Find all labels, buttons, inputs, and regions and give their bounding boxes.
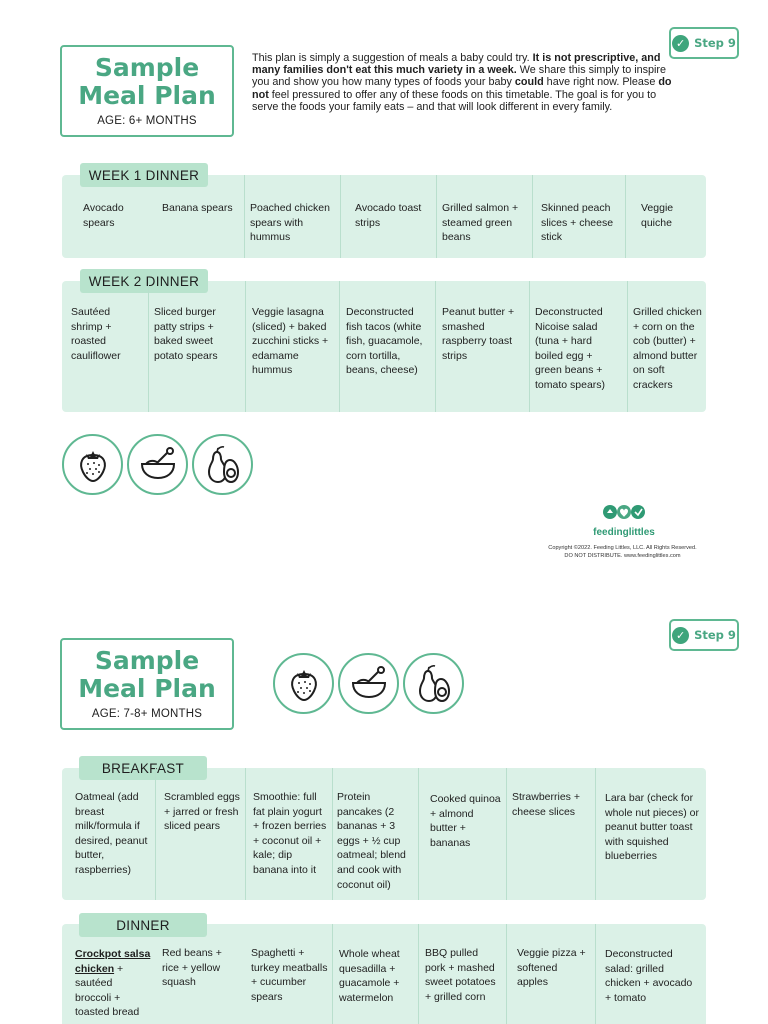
page1-food-icons [62, 434, 253, 495]
week2-cell: Grilled chicken + corn on the cob (butter) + almond butter on soft crackers [627, 281, 706, 412]
week1-label: WEEK 1 DINNER [80, 163, 208, 187]
dinner-cell: Red beans + rice + yellow squash [162, 947, 222, 989]
bowl-icon [338, 653, 399, 714]
week2-label: WEEK 2 DINNER [80, 269, 208, 293]
dinner-cell: Deconstructed salad: grilled chicken + avocado + tomato [595, 924, 706, 1024]
week1-cell: Skinned peach slices + cheese stick [532, 175, 625, 258]
week2-cell: Sliced burger patty strips + baked sweet potato spears [148, 281, 245, 412]
dinner-cell: Whole wheat quesadilla + guacamole + watermelon [332, 924, 418, 1024]
week2-cell: Deconstructed Nicoise salad (tuna + hard boiled egg + green beans + tomato spears) [529, 281, 627, 412]
copyright-text: Copyright ©2022. Feeding Littles, LLC. All Rights Reserved. DO NOT DISTRIBUTE. www.feedinglittles.com [548, 545, 697, 559]
week1-cell: Veggie quiche [625, 175, 706, 258]
week1-cell: Poached chicken spears with hummus [244, 175, 340, 258]
check-icon: ✓ [672, 35, 689, 52]
breakfast-cell: Oatmeal (add breast milk/formula if desired, peanut butter, raspberries) [75, 791, 148, 876]
breakfast-cell: Lara bar (check for whole nut pieces) or peanut butter toast with squished blueberries [595, 768, 706, 900]
dinner-cell: Spaghetti + turkey meatballs + cucumber spears [251, 947, 328, 1003]
crockpot-link: Crockpot salsa chicken [75, 948, 151, 975]
dinner-cell: BBQ pulled pork + mashed sweet potatoes + grilled corn [418, 924, 506, 1024]
page2-step-badge [669, 619, 739, 651]
page1-title-line2: Meal Plan [78, 81, 216, 110]
page1-step-badge [669, 27, 739, 59]
week1-cell: Banana spears [162, 202, 233, 214]
breakfast-cell: Strawberries + cheese slices [506, 768, 595, 900]
breakfast-label: BREAKFAST [79, 756, 207, 780]
logo-text: feedinglittles [593, 527, 655, 538]
page2-food-icons [273, 653, 464, 714]
week2-cell: Sautéed shrimp + roasted cauliflower [71, 306, 121, 362]
dinner-cell: Crockpot salsa chicken + sautéed broccoli + toasted bread [75, 948, 151, 1019]
breakfast-cell: Cooked quinoa + almond butter + bananas [418, 768, 506, 900]
dinner-label: DINNER [79, 913, 207, 937]
page1-title-line1: Sample [94, 53, 200, 82]
avocado-pear-icon [403, 653, 464, 714]
page1-age: AGE: 6+ MONTHS [97, 115, 197, 127]
week1-cell: Grilled salmon + steamed green beans [436, 175, 532, 258]
breakfast-row [62, 768, 706, 900]
dinner-row [62, 924, 706, 1024]
week1-cell: Avocado toast strips [340, 175, 436, 258]
week2-row [62, 281, 706, 412]
strawberry-icon [62, 434, 123, 495]
week2-cell: Veggie lasagna (sliced) + baked zucchini sticks + edamame hummus [245, 281, 339, 412]
page2-title-line2: Meal Plan [78, 674, 216, 703]
page2-age: AGE: 7-8+ MONTHS [91, 708, 203, 720]
page2-title-line1: Sample [94, 646, 200, 675]
page2-step-label: Step 9 [694, 628, 736, 642]
page1-intro-text: This plan is simply a suggestion of meals a baby could try. It is not prescriptive, and many families don't eat this much variety in a week. We share this simply to inspire you and show you how many types of foods your baby could have right now. Please do not feel pressured to offer any of these foods on this timetable. The goal is for you to serve the foods your family eats – and that will look different in every family. [252, 52, 672, 113]
check-icon: ✓ [672, 627, 689, 644]
feedinglittles-logo [589, 504, 659, 538]
page1-step-label: Step 9 [694, 36, 736, 50]
avocado-pear-icon [192, 434, 253, 495]
bowl-icon [127, 434, 188, 495]
strawberry-icon [273, 653, 334, 714]
week1-row [62, 175, 706, 258]
week2-cell: Peanut butter + smashed raspberry toast strips [435, 281, 529, 412]
breakfast-cell: Scrambled eggs + jarred or fresh sliced pears [155, 768, 245, 900]
breakfast-cell: Protein pancakes (2 bananas + 3 eggs + ½ cup oatmeal; blend and cook with coconut oil) [332, 768, 418, 900]
page2-title-box [60, 638, 234, 730]
dinner-cell: Veggie pizza + softened apples [506, 924, 595, 1024]
week2-cell: Deconstructed fish tacos (white fish, guacamole, corn tortilla, beans, cheese) [339, 281, 435, 412]
page1-title-box [60, 45, 234, 137]
breakfast-cell: Smoothie: full fat plain yogurt + frozen berries + coconut oil + kale; dip banana into it [245, 768, 332, 900]
week1-cell: Avocado spears [83, 202, 124, 229]
logo-icon [602, 504, 646, 520]
